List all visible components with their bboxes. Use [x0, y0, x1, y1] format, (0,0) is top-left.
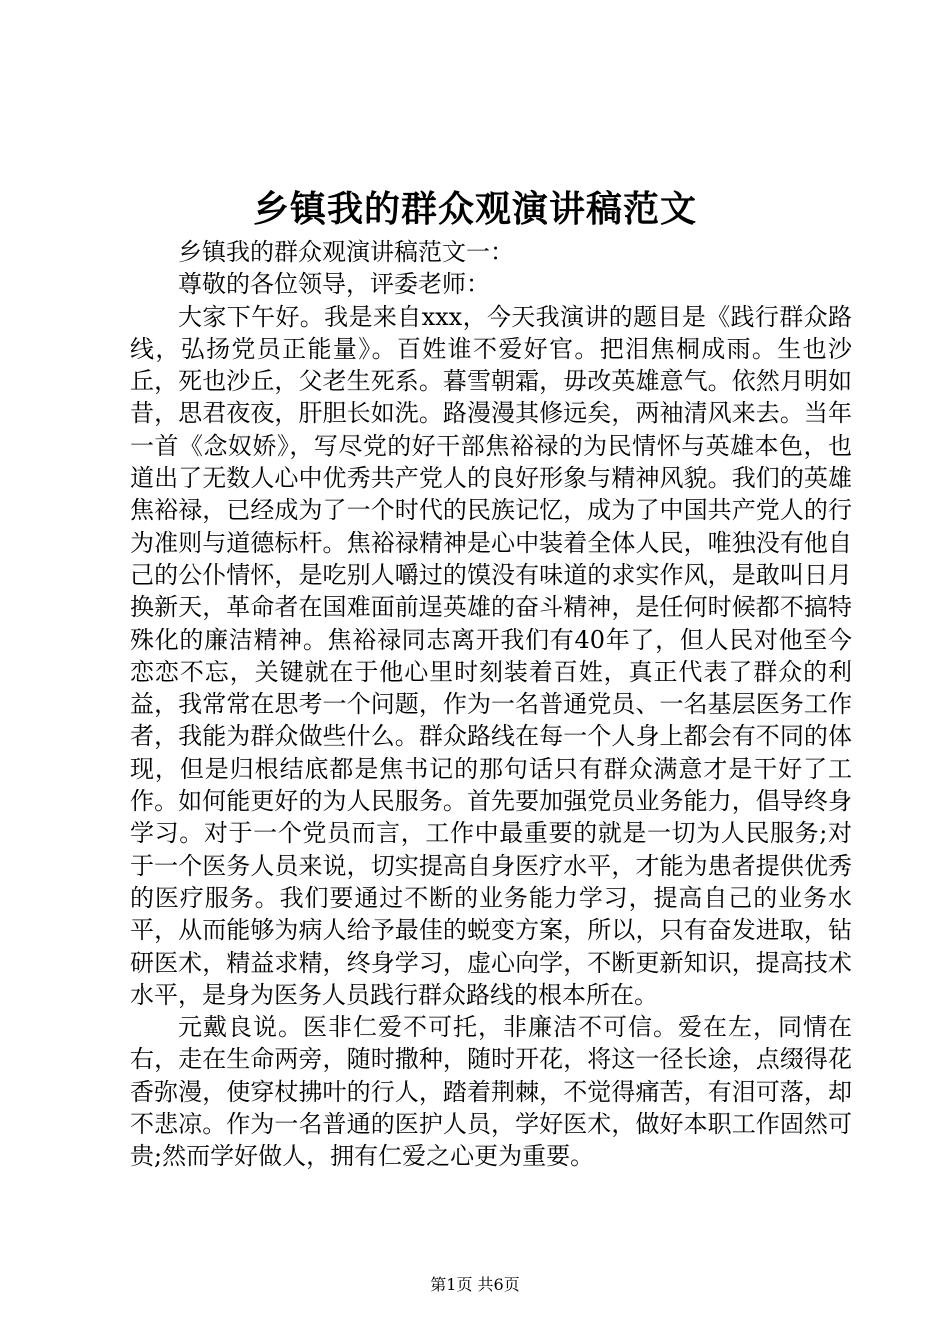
- page-footer: 第1页 共6页: [430, 1275, 520, 1294]
- paragraph-salutation: 尊敬的各位领导，评委老师：: [178, 270, 490, 299]
- paragraph-heading: 乡镇我的群众观演讲稿范文一：: [178, 238, 514, 266]
- document-body: [130, 236, 852, 1173]
- paragraph-main: 大家下午好。我是来自xxx，今天我演讲的题目是《践行群众路线，弘扬党员正能量》。百姓谁不爱好官。把泪焦桐成雨。生也沙丘，死也沙丘，父老生死系。暮雪朝霜，毋改英雄意气。依然月明如昔，思君夜夜，肝胆长如洗。路漫漫其修远矣，两袖清风来去。当年一首《念奴娇》，写尽党的好干部焦裕禄的为民情怀与英雄本色，也道出了无数人心中优秀共产党人的良好形象与精神风貌。我们的英雄焦裕禄，已经成为了一个时代的民族记忆，成为了中国共产党人的行为准则与道德标杆。焦裕禄精神是心中装着全体人民，唯独没有他自己的公仆情怀，是吃别人嚼过的馍没有味道的求实作风，是敢叫日月换新天，革命者在国难面前逞英雄的奋斗精神，是任何时候都不搞特殊化的廉洁精神。焦裕禄同志离开我们有40年了，但人民对他至今恋恋不忘，关键就在于他心里时刻装着百姓，真正代表了群众的利益，我常常在思考一个问题，作为一名普通党员、一名基层医务工作者，我能为群众做些什么。群众路线在每一个人身上都会有不同的体现，但是归根结底都是焦书记的那句话只有群众满意才是干好了工作。如何能更好的为人民服务。首先要加强党员业务能力，倡导终身学习。对于一个党员而言，工作中最重要的就是一切为人民服务;对于一个医务人员来说，切实提高自身医疗水平，才能为患者提供优秀的医疗服务。我们要通过不断的业务能力学习，提高自己的业务水平，从而能够为病人给予最佳的蜕变方案，所以，只有奋发进取，钻研医术，精益求精，终身学习，虚心向学，不断更新知识，提高技术水平，是身为医务人员践行群众路线的根本所在。: [130, 302, 852, 1009]
- paragraph-second: 元戴良说。医非仁爱不可托，非廉洁不可信。爱在左，同情在右，走在生命两旁，随时撒种，随时开花，将这一径长途，点缀得花香弥漫，使穿杖拂叶的行人，踏着荆棘，不觉得痛苦，有泪可落，却不悲凉。作为一名普通的医护人员，学好医术，做好本职工作固然可贵;然而学好做人，拥有仁爱之心更为重要。: [130, 1013, 852, 1171]
- document-title: 乡镇我的群众观演讲稿范文: [252, 188, 697, 230]
